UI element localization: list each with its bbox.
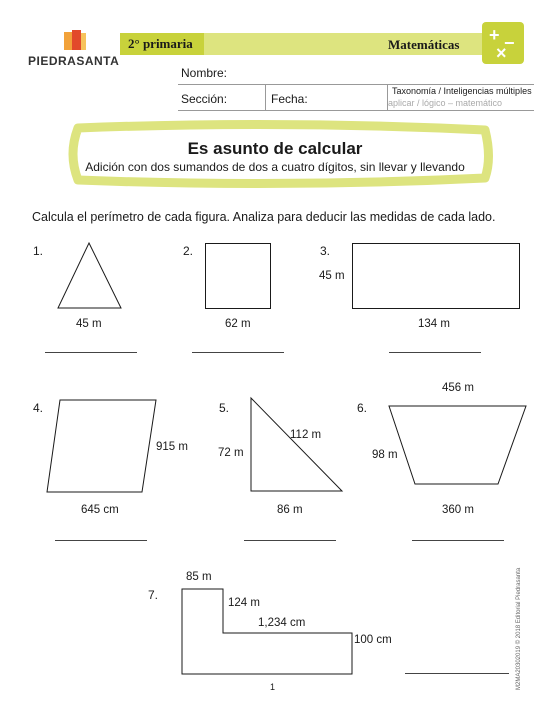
figure-6-answer-line[interactable] <box>412 540 504 541</box>
field-divider <box>265 84 266 110</box>
instruction-text: Calcula el perímetro de cada figura. Analiza para deducir las medidas de cada lado. <box>32 210 496 224</box>
figure-4-side-label: 915 m <box>156 441 188 453</box>
copyright-note: M2MA20302019 © 2018 Editorial Piedrasanta <box>516 567 522 690</box>
figure-3-rectangle <box>352 243 520 309</box>
figure-7-number: 7. <box>148 588 159 602</box>
figure-3-width-label: 134 m <box>418 318 450 330</box>
figure-7-answer-line[interactable] <box>405 673 509 674</box>
figure-3-answer-line[interactable] <box>389 352 481 353</box>
figure-2-number: 2. <box>183 244 194 258</box>
figure-6-top-label: 456 m <box>442 382 474 394</box>
figure-5-answer-line[interactable] <box>244 540 336 541</box>
figure-1-number: 1. <box>33 244 44 258</box>
times-icon: × <box>496 43 507 63</box>
figure-2-side-label: 62 m <box>225 318 251 330</box>
figure-4-answer-line[interactable] <box>55 540 147 541</box>
figure-7-step-label: 124 m <box>228 597 260 609</box>
figure-5-base-label: 86 m <box>277 504 303 516</box>
page-number: 1 <box>270 682 276 692</box>
figure-5-number: 5. <box>219 401 230 415</box>
section-label: Sección: <box>181 92 228 106</box>
figure-1-answer-line[interactable] <box>45 352 137 353</box>
name-label: Nombre: <box>181 66 228 80</box>
figure-3-height-label: 45 m <box>319 270 345 282</box>
figure-4-number: 4. <box>33 401 44 415</box>
subject-label: Matemáticas <box>388 37 460 52</box>
figure-6-base-label: 360 m <box>442 504 474 516</box>
figure-7-l-shape <box>178 586 358 678</box>
figure-4-parallelogram <box>45 396 160 496</box>
math-operations-icon <box>482 22 524 64</box>
plus-icon: + <box>489 25 500 45</box>
figure-7-top-label: 85 m <box>186 571 212 583</box>
worksheet-subtitle: Adición con dos sumandos de dos a cuatro dígitos, sin llevar y llevando <box>85 160 465 174</box>
figure-1-triangle <box>55 240 125 312</box>
figure-7-right-label: 100 cm <box>354 634 392 646</box>
figure-6-number: 6. <box>357 401 368 415</box>
taxonomy-value: aplicar / lógico – matemático <box>388 98 503 108</box>
figure-5-height-label: 72 m <box>218 447 244 459</box>
piedrasanta-logo-icon <box>62 30 88 52</box>
figure-6-side-label: 98 m <box>372 449 398 461</box>
figure-7-middle-label: 1,234 cm <box>258 617 306 629</box>
figure-5-right-triangle <box>246 395 346 495</box>
worksheet-title: Es asunto de calcular <box>187 139 363 158</box>
figure-6-trapezoid <box>385 402 530 488</box>
figure-1-side-label: 45 m <box>76 318 102 330</box>
grade-label: 2° primaria <box>128 36 193 51</box>
name-field[interactable] <box>178 84 534 85</box>
section-date-field[interactable] <box>178 110 534 111</box>
minus-icon: − <box>504 33 515 53</box>
brand-name: PIEDRASANTA <box>28 54 120 68</box>
date-label: Fecha: <box>271 92 308 106</box>
figure-2-square <box>205 243 271 309</box>
figure-5-hypotenuse-label: 112 m <box>290 429 322 441</box>
figure-4-base-label: 645 cm <box>81 504 119 516</box>
figure-2-answer-line[interactable] <box>192 352 284 353</box>
figure-3-number: 3. <box>320 244 331 258</box>
taxonomy-heading: Taxonomía / Inteligencias múltiples <box>392 86 532 96</box>
